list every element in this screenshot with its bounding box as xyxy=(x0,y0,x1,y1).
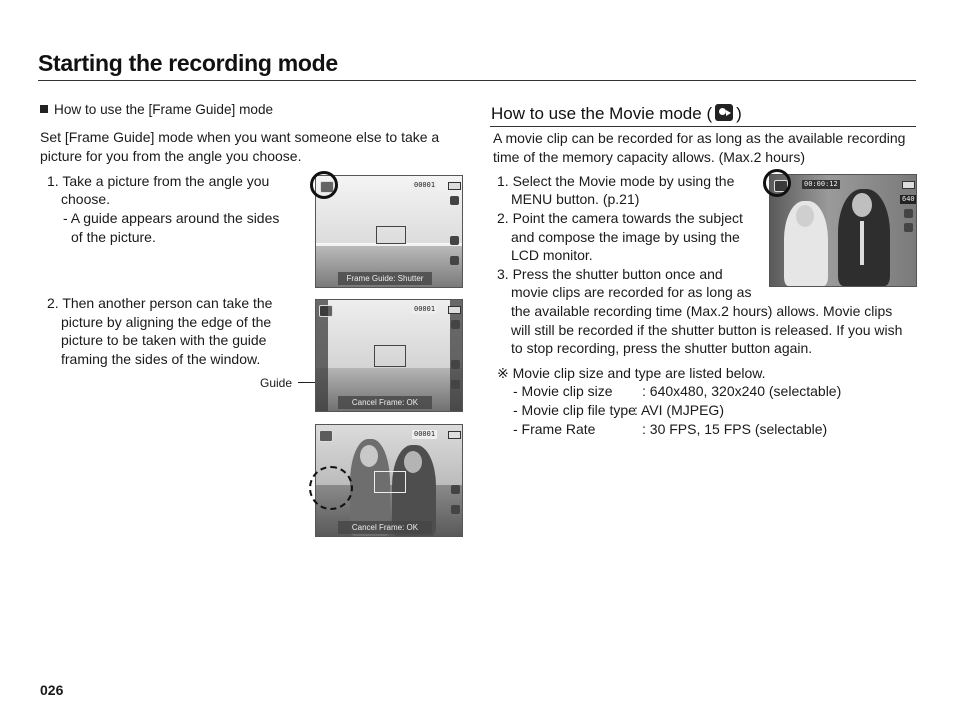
spec-type-value: : AVI (MJPEG) xyxy=(634,402,724,418)
macro-icon xyxy=(451,380,460,389)
frame-guide-step1-sub2: of the picture. xyxy=(71,229,156,245)
frame-guide-step1-2: choose. xyxy=(61,191,111,207)
guide-border-right xyxy=(450,300,462,411)
spec-size-value: : 640x480, 320x240 (selectable) xyxy=(642,383,842,399)
shot-counter: 00001 xyxy=(414,181,436,189)
focus-frame xyxy=(376,226,406,244)
movie-heading-divider xyxy=(490,126,916,127)
square-bullet-icon xyxy=(40,105,48,113)
frame-guide-mode-icon xyxy=(319,430,333,442)
bride-face xyxy=(796,205,814,227)
guide-callout-label: Guide xyxy=(260,376,293,390)
battery-icon xyxy=(448,182,461,190)
flash-icon xyxy=(450,236,459,245)
camera-screen-movie-mode xyxy=(769,174,917,287)
guide-edge-dashed-circle xyxy=(309,466,353,510)
movie-step1-2: MENU button. (p.21) xyxy=(511,191,640,207)
battery-icon xyxy=(448,306,461,314)
frame-guide-heading xyxy=(40,100,273,119)
camera-screen-guide-frame xyxy=(315,299,463,412)
frame-guide-mode-icon xyxy=(319,305,333,317)
flash-icon xyxy=(451,485,460,494)
movie-intro-2: time of the memory capacity allows. (Max.2 hours) xyxy=(493,149,805,165)
movie-spec-note: ※ Movie clip size and type are listed below. xyxy=(497,365,766,381)
movie-step3-4: will still be recorded if the shutter button is released. If you wish xyxy=(511,322,903,338)
movie-step1-1: 1. Select the Movie mode by using the xyxy=(497,173,735,189)
frame-guide-step2-2: picture by aligning the edge of the xyxy=(61,314,272,330)
man-face xyxy=(404,451,422,473)
movie-mode-heading-suffix: ) xyxy=(736,104,742,123)
image-size-icon xyxy=(451,320,460,329)
movie-step2-2: and compose the image by using the xyxy=(511,229,740,245)
frame-guide-step2-1: 2. Then another person can take the xyxy=(47,295,273,311)
movie-step2-3: LCD monitor. xyxy=(511,247,593,263)
flash-icon xyxy=(451,360,460,369)
status-bar: Frame Guide: Shutter xyxy=(338,272,432,285)
spec-size-label: - Movie clip size xyxy=(513,383,613,399)
title-divider xyxy=(38,80,916,81)
movie-intro-1: A movie clip can be recorded for as long as the available recording xyxy=(493,130,906,146)
frame-guide-step1-1: 1. Take a picture from the angle you xyxy=(47,173,270,189)
frame-guide-intro-2: picture for you from the angle you choose. xyxy=(40,148,302,164)
movie-mode-heading-prefix: How to use the Movie mode ( xyxy=(491,104,713,123)
frame-guide-intro-1: Set [Frame Guide] mode when you want someone else to take a xyxy=(40,129,440,145)
woman-face xyxy=(360,445,378,467)
image-size-icon xyxy=(450,196,459,205)
movie-size-indicator: 640 xyxy=(902,195,915,203)
focus-frame xyxy=(374,345,406,367)
shot-counter: 00001 xyxy=(414,305,436,313)
spec-type-label: - Movie clip file type xyxy=(513,402,636,418)
spec-rate-label: - Frame Rate xyxy=(513,421,596,437)
movie-step3-2: movie clips are recorded for as long as xyxy=(511,284,752,300)
movie-mode-highlight-circle xyxy=(763,169,791,197)
frame-guide-step2-4: framing the sides of the window. xyxy=(61,351,261,367)
page-number: 026 xyxy=(40,682,64,698)
battery-icon xyxy=(902,181,915,189)
movie-camera-icon xyxy=(715,104,733,121)
camera-screen-frame-guide-shutter xyxy=(315,175,463,288)
groom-face xyxy=(852,193,872,217)
recording-time: 00:00:12 xyxy=(804,180,838,188)
focus-frame xyxy=(374,471,406,493)
frame-guide-step2-3: picture to be taken with the guide xyxy=(61,332,267,348)
movie-mode-heading xyxy=(491,104,742,124)
macro-icon xyxy=(451,505,460,514)
movie-step3-1: 3. Press the shutter button once and xyxy=(497,266,723,282)
spec-rate-value: : 30 FPS, 15 FPS (selectable) xyxy=(642,421,828,437)
stabilizer-icon xyxy=(904,223,913,232)
frame-rate-icon xyxy=(904,209,913,218)
mode-icon-highlight-circle xyxy=(310,171,338,199)
frame-guide-heading-text: How to use the [Frame Guide] mode xyxy=(54,102,274,117)
status-bar: Cancel Frame: OK xyxy=(338,396,432,409)
shot-counter: 00001 xyxy=(414,430,436,438)
movie-step3-3: the available recording time (Max.2 hours) allows. Movie clips xyxy=(511,303,893,319)
movie-step2-1: 2. Point the camera towards the subject xyxy=(497,210,743,226)
page-title: Starting the recording mode xyxy=(38,50,338,76)
frame-guide-step1-sub1: - A guide appears around the sides xyxy=(63,210,280,226)
movie-step3-5: to stop recording, press the shutter button again. xyxy=(511,340,813,356)
macro-icon xyxy=(450,256,459,265)
groom-shirt xyxy=(860,221,864,265)
status-bar: Cancel Frame: OK xyxy=(338,521,432,534)
battery-icon xyxy=(448,431,461,439)
